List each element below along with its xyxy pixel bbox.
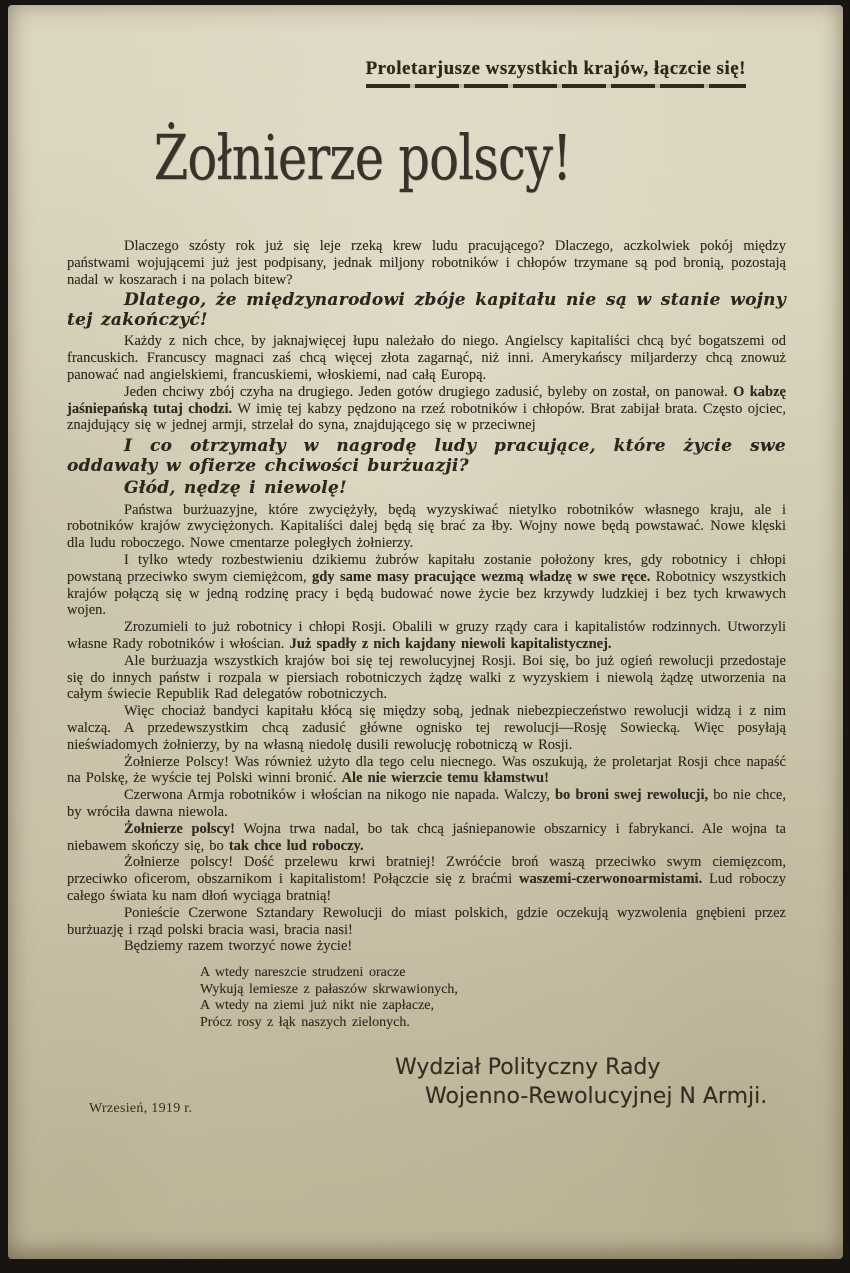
- paragraph: Zrozumieli to już robotnicy i chłopi Rosji. Obalili w gruzy rządy cara i kapitalistów rodzinnych. Utworzyli własne Rady robotników i włościan. Już spadły z nich kajdany niewoli kapitalistycznej.: [67, 619, 786, 653]
- poem-line: Wykują lemiesze z pałaszów skrwawionych,: [200, 981, 458, 997]
- paragraph: Więc chociaż bandyci kapitału kłócą się między sobą, jednak niebezpieczeństwo rewolucji widzą i z nim walczą. A przedewszystkim chcą zadusić główne ognisko tej rewolucji—Rosję Sowiecką. Więc posyłają nieświadomych żołnierzy, by na własną niedolę dusili rewolucję robotniczą w Rosji.: [67, 703, 786, 753]
- slogan-text: Proletarjusze wszystkich krajów, łączcie się!: [365, 58, 746, 79]
- slogan-block: [366, 57, 746, 88]
- paragraph: Ponieście Czerwone Sztandary Rewolucji do miast polskich, gdzie oczekują wyzwolenia gnębieni przez burżuazję i rząd polski bracia wasi, bracia nasi!: [67, 904, 786, 938]
- paragraph: Każdy z nich chce, by jaknajwięcej łupu należało do niego. Angielscy kapitaliści chcą być bogatszemi od francuskich. Francuscy magnaci zaś chcą więcej złota zagarnąć, niż inni. Amerykańscy miljarderzy chcą znowuż panować nad angielskiemi, francuskiemi, włoskiemi, nad całą Europą.: [67, 333, 786, 383]
- paragraph: Żołnierze polscy! Dość przelewu krwi bratniej! Zwróćcie broń waszą przeciwko swym ciemięzcom, przeciwko oficerom, obszarnikom i kapitalistom! Połączcie się z braćmi waszemi-czerwonoarmistami. Lud roboczy całego świata ku nam dłoń wyciąga bratnią!: [67, 854, 787, 904]
- paragraph: Będziemy razem tworzyć nowe życie!: [124, 938, 353, 955]
- slogan-underline: [366, 84, 746, 88]
- poem-line: A wtedy na ziemi już nikt nie zapłacze,: [200, 998, 435, 1014]
- paragraph: Czerwona Armja robotników i włościan na nikogo nie napada. Walczy, bo broni swej rewolucji, bo nie chce, by wróciła dawna niewola.: [67, 787, 786, 821]
- paragraph: Dlatego, że międzynarodowi zbóje kapitału nie są w stanie wojny tej zakończyć!: [67, 290, 786, 330]
- paragraph: Głód, nędzę i niewolę!: [124, 478, 347, 499]
- paper-sheet: [8, 5, 843, 1259]
- poem: [200, 965, 786, 1031]
- paragraph: I tylko wtedy rozbestwieniu dzikiemu żubrów kapitału zostanie położony kres, gdy robotnicy i chłopi powstaną przeciwko swym ciemiężcom, gdy same masy pracujące wezmą władzę w swe ręce. Robotnicy wszystkich krajów połączą się w jedną rodzinę pracy i będą budować nowe życie bez krzywdy ludzkiej i bez tych krwawych wojen.: [67, 552, 786, 619]
- paragraphs: [67, 238, 786, 955]
- date-line: Wrzesień, 1919 r.: [89, 1101, 193, 1117]
- paragraph: Dlaczego szósty rok już się leje rzeką krew ludu pracującego? Dlaczego, aczkolwiek pokój między państwami wojującemi już jest podpisany, jednak miljony robotników i chłopów trzymane są pod bronią, pozostają nadal w koszarach i na polach bitew?: [67, 238, 786, 288]
- paragraph: Żołnierze polscy! Wojna trwa nadal, bo tak chcą jaśniepanowie obszarnicy i fabrykanci. Ale wojna ta niebawem skończy się, bo tak chce lud roboczy.: [67, 820, 786, 854]
- poem-line: Prócz rosy z łąk naszych zielonych.: [200, 1014, 410, 1030]
- page-title: Żołnierze polscy!: [153, 121, 572, 194]
- paragraph: Jeden chciwy zbój czyha na drugiego. Jeden gotów drugiego zadusić, byleby on został, on panował. O kabzę jaśniepańską tutaj chodzi. W imię tej kabzy pędzono na rzeź robotników i chłopów. Brat zabijał brata. Często ojciec, znajdujący się w jednej armji, strzelał do syna, znajdującego się w przeciwnej: [67, 383, 786, 434]
- poem-line: A wtedy nareszcie strudzeni oracze: [200, 965, 406, 981]
- signature-block: [395, 1053, 786, 1111]
- paragraph: Żołnierze Polscy! Was również użyto dla tego celu niecnego. Was oszukują, że proletarjat Rosji chce napaść na Polskę, że wyście tej Polski winni bronić. Ale nie wierzcie temu kłamstwu!: [67, 753, 786, 787]
- paragraph: Ale burżuazja wszystkich krajów boi się tej rewolucyjnej Rosji. Boi się, bo już ogień rewolucji przedostaje się do innych państw i rozpala w piersiach robotniczych żądzę walki z wyzyskiem i niewolą żądzę utworzenia na całym świecie Republik Rad delegatów robotniczych.: [67, 652, 786, 703]
- slogan-row: [67, 5, 746, 88]
- signature-row: [67, 1053, 786, 1133]
- page-content: [8, 5, 843, 1259]
- signature-line: Wojenno-Rewolucyjnej N Armji.: [425, 1084, 768, 1110]
- signature-line: Wydział Polityczny Rady: [395, 1055, 661, 1081]
- paragraph: Państwa burżuazyjne, które zwyciężyły, będą wyzyskiwać nietylko robotników własnego kraju, ale i robotników krajów zwyciężonych. Kapitaliści dalej będą się brać za łby. Wojny nowe będą powstawać. Nowe klęski dla ludu roboczego. Nowe cmentarze poległych żołnierzy.: [67, 501, 786, 552]
- paragraph: I co otrzymały w nagrodę ludy pracujące, które życie swe oddawały w ofierze chciwości burżuazji?: [67, 436, 786, 476]
